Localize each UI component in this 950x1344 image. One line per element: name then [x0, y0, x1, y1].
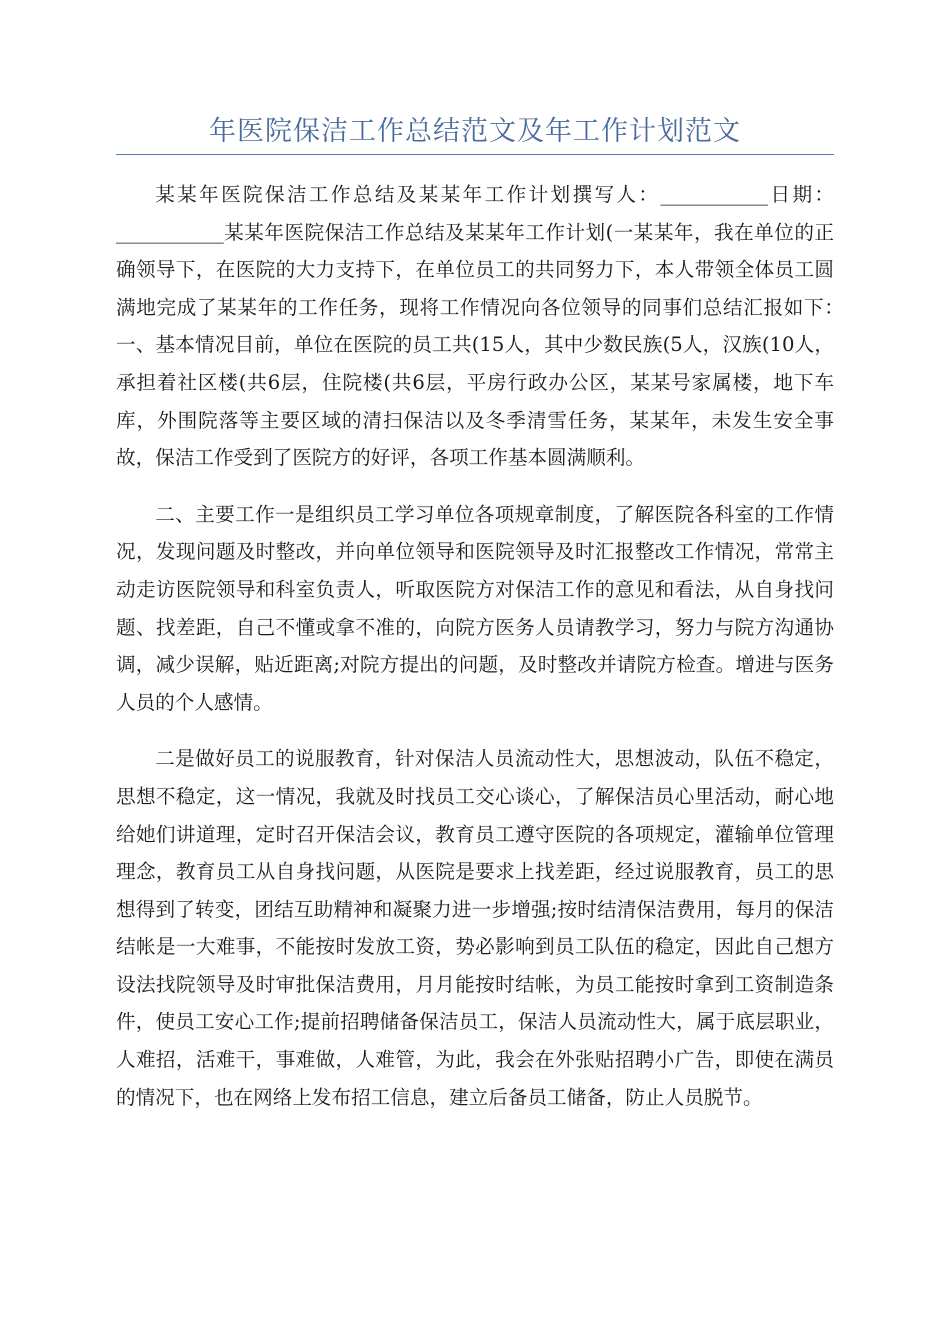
document-title: 年医院保洁工作总结范文及年工作计划范文: [209, 116, 741, 147]
title-underline: [116, 154, 834, 155]
paragraph-2: 二、主要工作一是组织员工学习单位各项规章制度，了解医院各科室的工作情况，发现问题及时整改，并向单位领导和医院领导及时汇报整改工作情况，常常主动走访医院领导和科室负责人，听取医院方对保洁工作的意见和看法，从自身找问题、找差距，自己不懂或拿不准的，向院方医务人员请教学习，努力与院方沟通协调，减少误解，贴近距离;对院方提出的问题，及时整改并请院方检查。增进与医务人员的个人感情。: [116, 502, 834, 714]
paragraph-3: 二是做好员工的说服教育，针对保洁人员流动性大，思想波动，队伍不稳定，思想不稳定，这一情况，我就及时找员工交心谈心，了解保洁员心里活动，耐心地给她们讲道理，定时召开保洁会议，教育员工遵守医院的各项规定，灌输单位管理理念，教育员工从自身找问题，从医院是要求上找差距，经过说服教育，员工的思想得到了转变，团结互助精神和凝聚力进一步增强;按时结清保洁费用，每月的保洁结帐是一大难事，不能按时发放工资，势必影响到员工队伍的稳定，因此自己想方设法找院领导及时审批保洁费用，月月能按时结帐，为员工能按时拿到工资制造条件，使员工安心工作;提前招聘储备保洁员工，保洁人员流动性大，属于底层职业，人难招，活难干，事难做，人难管，为此，我会在外张贴招聘小广告，即使在满员的情况下，也在网络上发布招工信息，建立后备员工储备，防止人员脱节。: [116, 747, 834, 1109]
paragraph-1: 某某年医院保洁工作总结及某某年工作计划撰写人：___________日期：___________某某年医院保洁工作总结及某某年工作计划(一某某年，我在单位的正确领导下，在医院的大力支持下，在单位员工的共同努力下，本人带领全体员工圆满地完成了某某年的工作任务，现将工作情况向各位领导的同事们总结汇报如下： 一、基本情况目前，单位在医院的员工共(15人，其中少数民族(5人，汉族(10人，承担着社区楼(共6层，住院楼(共6层，平房行政办公区，某某号家属楼，地下车库，外围院落等主要区域的清扫保洁以及冬季清雪任务，某某年，未发生安全事故，保洁工作受到了医院方的好评，各项工作基本圆满顺利。: [116, 183, 874, 470]
document-body: [116, 176, 874, 1135]
